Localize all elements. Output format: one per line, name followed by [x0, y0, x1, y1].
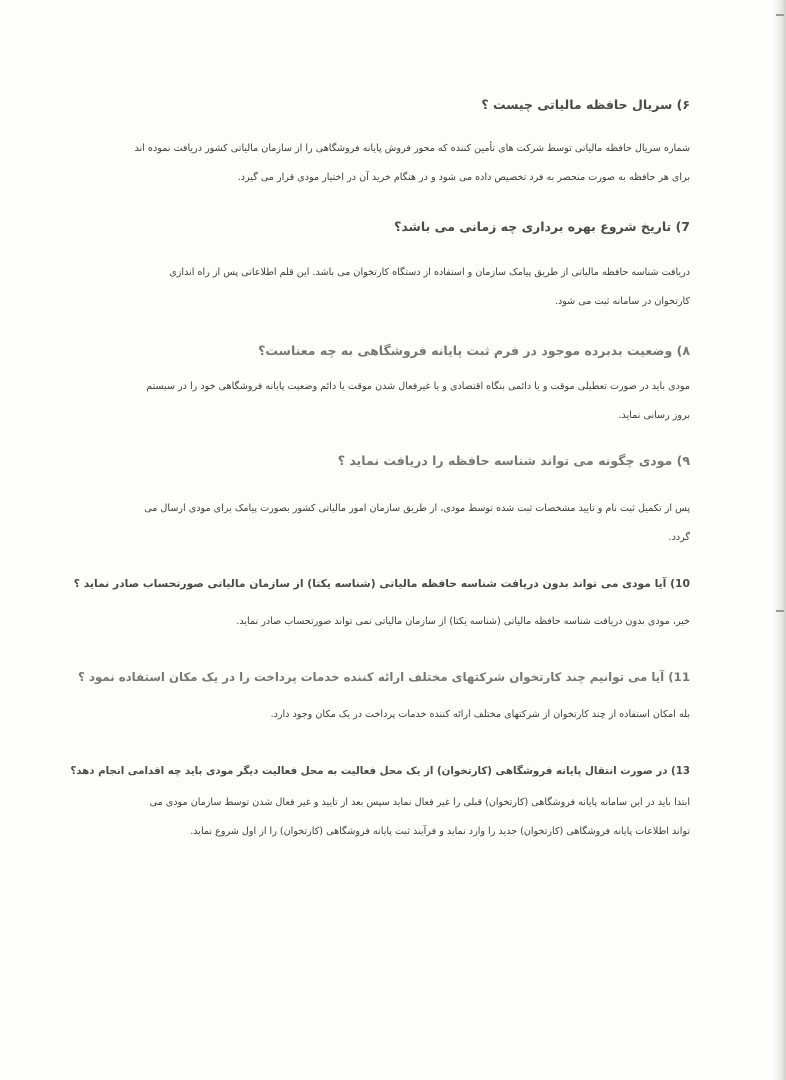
- faq-section-9: [70, 452, 690, 552]
- faq-answer-line: شماره سریال حافظه مالیاتی توسط شرکت های تأمین کننده که محور فروش پایانه فروشگاهی را از سازمان مالیاتی کشور دریافت نموده اند: [134, 143, 690, 154]
- faq-answer-line: ابتدا باید در این سامانه پایانه فروشگاهی (کارتخوان) قبلی را غیر فعال نماید سپس بعد از تایید و غیر فعال شدن توسط سازمان مودی می: [149, 797, 690, 808]
- faq-question-6: ۶) سریال حافظه مالیاتی چیست ؟: [481, 97, 690, 112]
- faq-section-6: [70, 96, 690, 192]
- faq-answer-line: گردد.: [668, 532, 690, 543]
- faq-section-13: [70, 762, 690, 846]
- faq-answer-line: تواند اطلاعات پایانه فروشگاهی (کارتخوان) جدید را وارد نماید و فرآیند ثبت پایانه فروشگاهی (کارتخوان) را از اول شروع نماید.: [190, 826, 690, 837]
- faq-answer-line: کارتخوان در سامانه ثبت می شود.: [554, 296, 690, 307]
- faq-question-9: ۹) مودی چگونه می تواند شناسه حافظه را دریافت نماید ؟: [337, 453, 690, 468]
- scan-mark: [776, 610, 784, 612]
- faq-question-7: 7) تاریخ شروع بهره برداری چه زمانی می باشد؟: [394, 219, 690, 234]
- faq-answer-line: دریافت شناسه حافظه مالیاتی از طریق پیامک سازمان و استفاده از دستگاه کارتخوان می باشد. این قلم اطلاعاتی پس از راه اندازی: [169, 267, 690, 278]
- faq-question-13: 13) در صورت انتقال پایانه فروشگاهی (کارتخوان) از یک محل فعالیت به محل فعالیت دیگر مودی باید چه اقدامی انجام دهد؟: [70, 765, 690, 777]
- faq-section-8: [70, 342, 690, 430]
- faq-question-11: 11) آیا می توانیم چند کارتخوان شرکتهای مختلف ارائه کننده خدمات پرداخت را در یک مکان استفاده نمود ؟: [78, 670, 690, 684]
- faq-answer-line: مودی باید در صورت تعطیلی موقت و یا دائمی بنگاه اقتصادی و یا غیرفعال شدن موقت یا دائم وضعیت پایانه فروشگاهی خود را در سیستم: [146, 381, 690, 392]
- faq-answer-line: خیر، مودی بدون دریافت شناسه حافظه مالیاتی (شناسه یکتا) از سازمان مالیاتی نمی تواند صورتحساب صادر نماید.: [236, 616, 690, 627]
- faq-section-11: [70, 668, 690, 729]
- faq-section-10: [70, 575, 690, 636]
- faq-answer-line: بروز رسانی نماید.: [618, 410, 690, 421]
- faq-answer-line: پس از تکمیل ثبت نام و تایید مشخصات ثبت شده توسط مودی، از طریق سازمان امور مالیاتی کشور بصورت پیامک برای مودی ارسال می: [144, 503, 690, 514]
- faq-answer-line: برای هر حافظه به صورت منحصر به فرد تخصیص داده می شود و در هنگام خرید آن در اختیار مودی قرار می گیرد.: [237, 172, 690, 183]
- scan-mark: [776, 14, 784, 16]
- page-edge-shadow: [772, 0, 786, 1080]
- faq-question-8: ۸) وضعیت بدبرده موجود در فرم ثبت پایانه فروشگاهی به چه معناست؟: [258, 343, 690, 358]
- faq-question-10: 10) آیا مودی می تواند بدون دریافت شناسه حافظه مالیاتی (شناسه یکتا) از سازمان مالیاتی صورتحساب صادر نماید ؟: [73, 577, 690, 590]
- faq-section-7: [70, 218, 690, 316]
- faq-answer-line: بله امکان استفاده از چند کارتخوان از شرکتهای مختلف ارائه کننده خدمات پرداخت در یک مکان وجود دارد.: [270, 709, 690, 720]
